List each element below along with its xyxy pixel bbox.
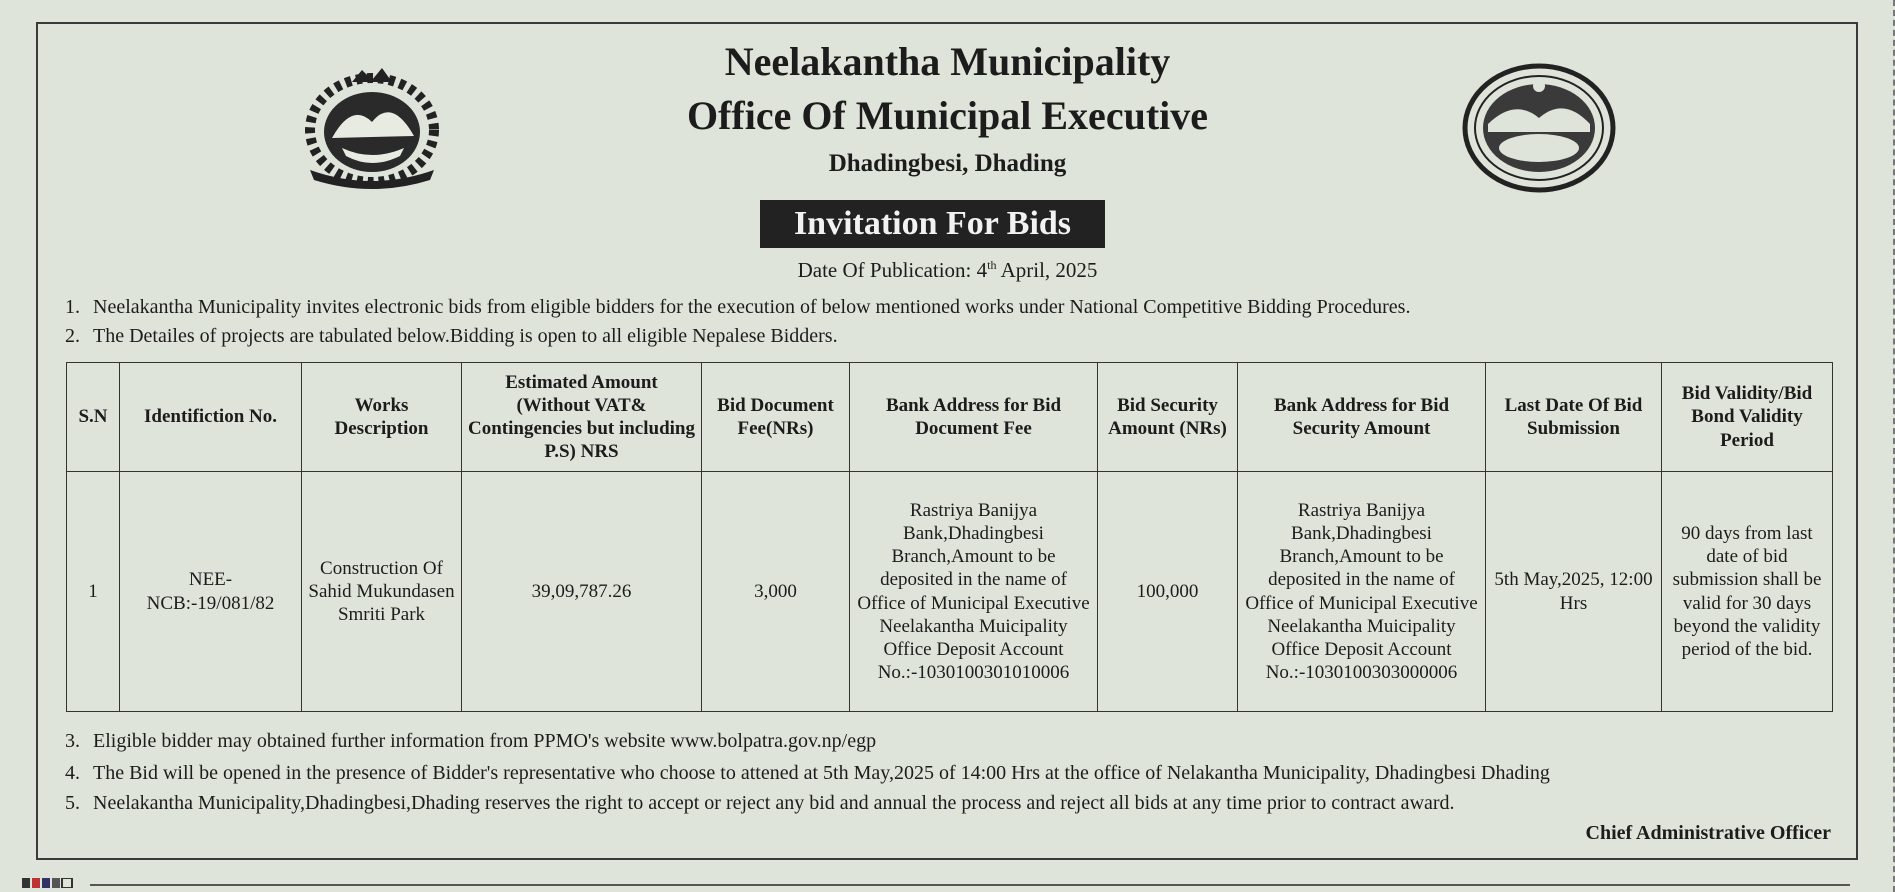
publication-date xyxy=(0,258,1895,283)
publication-month-year: April, 2025 xyxy=(996,258,1098,282)
cell-bid-security: 100,000 xyxy=(1098,472,1238,712)
paragraph-text: Eligible bidder may obtained further information from PPMO's website www.bolpatra.gov.np/egp xyxy=(93,730,877,752)
header-estimated-amount: Estimated Amount (Without VAT& Contingencies but including P.S) NRS xyxy=(462,363,702,472)
header-last-date: Last Date Of Bid Submission xyxy=(1486,363,1662,472)
paragraph-4 xyxy=(65,762,1550,785)
cell-bank-doc-fee: Rastriya Banijya Bank,Dhadingbesi Branch,Amount to be deposited in the name of Office of Municipal Executive Neelakantha Muicipality Office Deposit Account No.:-1030100301010006 xyxy=(850,472,1098,712)
cell-estimated-amount: 39,09,787.26 xyxy=(462,472,702,712)
cell-sn: 1 xyxy=(67,472,120,712)
office-location: Dhadingbesi, Dhading xyxy=(828,150,1067,177)
notice-banner: Invitation For Bids xyxy=(760,200,1105,248)
header-sn: S.N xyxy=(67,363,120,472)
header-works: Works Description xyxy=(302,363,462,472)
cell-validity: 90 days from last date of bid submission shall be valid for 30 days beyond the validity period of the bid. xyxy=(1662,472,1833,712)
cell-works: Construction Of Sahid Mukundasen Smriti Park xyxy=(302,472,462,712)
bids-table xyxy=(66,362,1833,712)
header-identification: Identifiction No. xyxy=(120,363,302,472)
paragraph-number: 4. xyxy=(65,762,80,784)
table-row xyxy=(67,472,1833,712)
cell-identification: NEE-NCB:-19/081/82 xyxy=(120,472,302,712)
paragraph-text: The Detailes of projects are tabulated below.Bidding is open to all eligible Nepalese Bidders. xyxy=(93,325,838,347)
header-doc-fee: Bid Document Fee(NRs) xyxy=(702,363,850,472)
publication-label: Date Of Publication: 4 xyxy=(797,258,988,282)
print-registration-marks-icon xyxy=(22,878,82,888)
signatory-title: Chief Administrative Officer xyxy=(1585,822,1831,844)
municipality-name: Neelakantha Municipality xyxy=(724,39,1171,84)
paragraph-number: 3. xyxy=(65,730,80,752)
header-bank-security: Bank Address for Bid Security Amount xyxy=(1238,363,1486,472)
header-validity: Bid Validity/Bid Bond Validity Period xyxy=(1662,363,1833,472)
paragraph-text: The Bid will be opened in the presence of Bidder's representative who choose to attened at 5th May,2025 of 14:00 Hrs at the office of Nelakantha Municipality, Dhadingbesi Dhading xyxy=(93,762,1550,784)
cell-doc-fee: 3,000 xyxy=(702,472,850,712)
cell-bank-security: Rastriya Banijya Bank,Dhadingbesi Branch,Amount to be deposited in the name of Office of Municipal Executive Neelakantha Muicipality Office Deposit Account No.:-1030100303000006 xyxy=(1238,472,1486,712)
paragraph-1 xyxy=(65,296,1410,319)
paragraph-number: 5. xyxy=(65,792,80,814)
page-bottom-rule xyxy=(90,884,1850,886)
paragraph-text: Neelakantha Municipality,Dhadingbesi,Dhading reserves the right to accept or reject any bid and annual the process and reject all bids at any time prior to contract award. xyxy=(93,792,1455,814)
paragraph-number: 1. xyxy=(65,296,80,318)
header-bid-security: Bid Security Amount (NRs) xyxy=(1098,363,1238,472)
paragraph-3 xyxy=(65,730,876,753)
paragraph-2 xyxy=(65,325,838,348)
paragraph-number: 2. xyxy=(65,325,80,347)
paragraph-5 xyxy=(65,792,1455,815)
table-header-row xyxy=(67,363,1833,472)
header-bank-doc-fee: Bank Address for Bid Document Fee xyxy=(850,363,1098,472)
cell-last-date: 5th May,2025, 12:00 Hrs xyxy=(1486,472,1662,712)
publication-ordinal: th xyxy=(987,258,997,272)
office-name: Office Of Municipal Executive xyxy=(686,93,1208,138)
paragraph-text: Neelakantha Municipality invites electronic bids from eligible bidders for the execution of below mentioned works under National Competitive Bidding Procedures. xyxy=(93,296,1411,318)
